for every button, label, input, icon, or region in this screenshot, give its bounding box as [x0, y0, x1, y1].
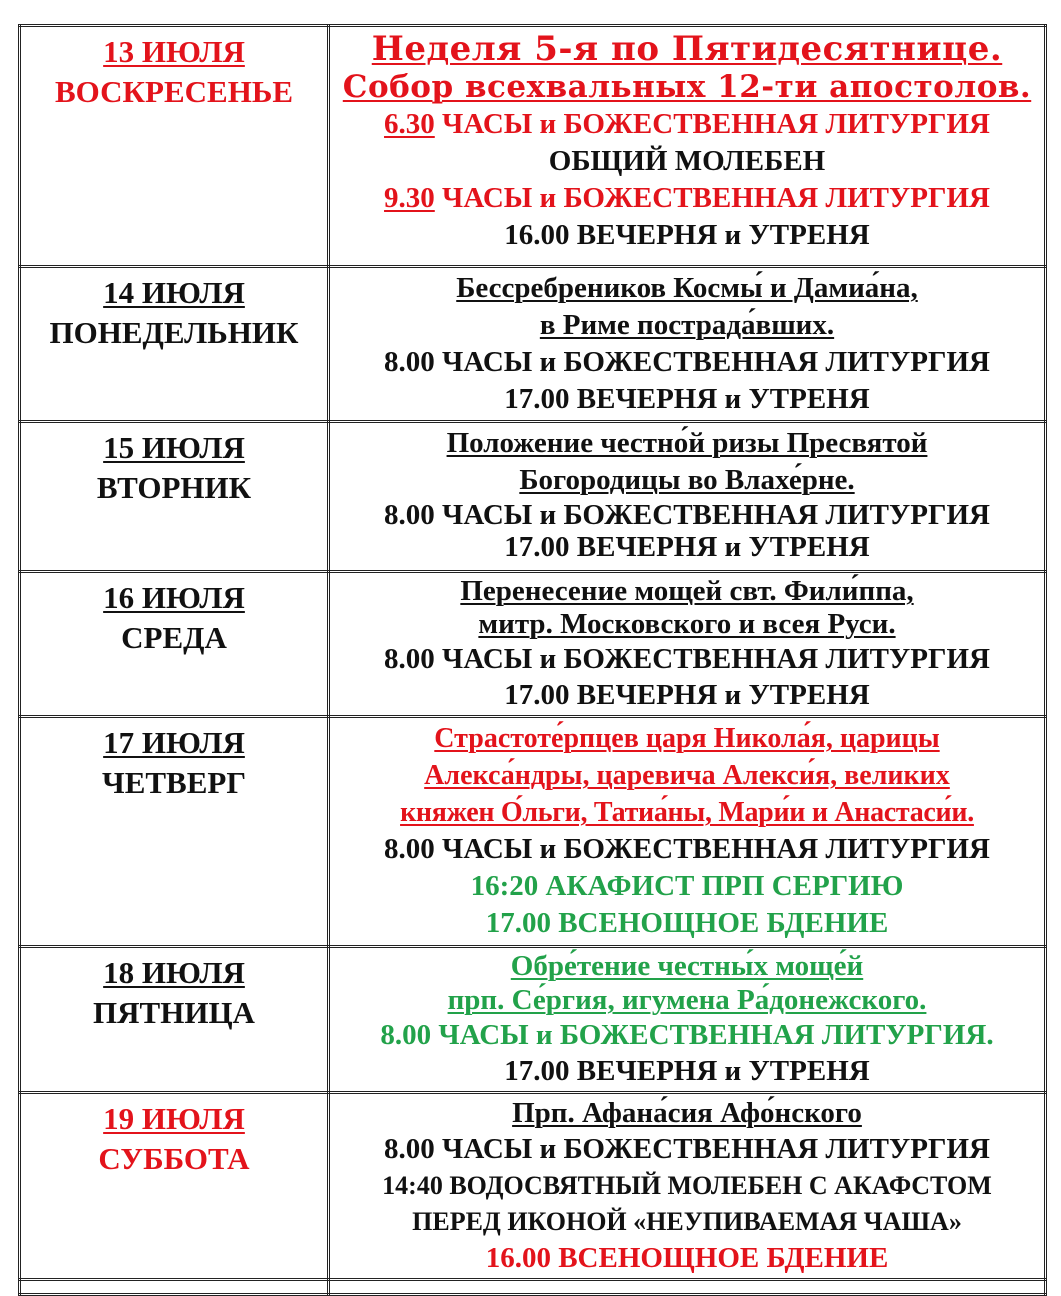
day-date: 13 ИЮЛЯ [103, 34, 245, 69]
day-weekday: СРЕДА [121, 620, 227, 655]
table-row [20, 26, 1046, 267]
service-line: 8.00 ЧАСЫ и БОЖЕСТВЕННАЯ ЛИТУРГИЯ. [380, 1019, 994, 1051]
day-weekday: ПЯТНИЦА [93, 995, 255, 1030]
day-date: 15 ИЮЛЯ [103, 430, 245, 465]
event-cell-14 [329, 267, 1046, 422]
service-line: ОБЩИЙ МОЛЕБЕН [548, 145, 826, 177]
schedule-table [18, 24, 1047, 1296]
day-weekday: ВТОРНИК [96, 470, 252, 505]
feast-title-line-2: в Риме пострада́вших. [539, 309, 835, 341]
day-date: 17 ИЮЛЯ [103, 725, 245, 760]
service-line: 8.00 ЧАСЫ и БОЖЕСТВЕННАЯ ЛИТУРГИЯ [384, 499, 990, 531]
feast-title-line-1: Обре́тение честны́х моще́й [510, 950, 864, 982]
day-date: 19 ИЮЛЯ [103, 1101, 245, 1136]
feast-title-line-2: Собор всехвальных 12-ти апостолов. [342, 69, 1032, 105]
service-line [330, 180, 1044, 217]
feast-title-line-1: Перенесение мощей свт. Фили́ппа, [460, 575, 914, 607]
feast-title-line-2: Алекса́ндры, царевича Алекси́я, великих [424, 760, 950, 791]
day-weekday: ПОНЕДЕЛЬНИК [49, 315, 299, 350]
service-line: 8.00 ЧАСЫ и БОЖЕСТВЕННАЯ ЛИТУРГИЯ [384, 643, 990, 675]
day-weekday: СУББОТА [98, 1141, 250, 1176]
service-line: 16.00 ВЕЧЕРНЯ и УТРЕНЯ [504, 219, 870, 251]
service-line [330, 106, 1044, 143]
service-line: 16.00 ВСЕНОЩНОЕ БДЕНИЕ [485, 1242, 889, 1274]
schedule-sheet [18, 24, 1047, 1296]
event-cell-13 [329, 26, 1046, 267]
event-cell-18 [329, 947, 1046, 1093]
event-cell-17 [329, 717, 1046, 947]
feast-title-line-2: митр. Московского и всея Руси. [478, 608, 896, 640]
service-line: 17.00 ВЕЧЕРНЯ и УТРЕНЯ [504, 383, 870, 415]
table-row [20, 717, 1046, 947]
day-weekday: ЧЕТВЕРГ [101, 765, 247, 800]
event-cell-16 [329, 572, 1046, 717]
feast-title-line-1: Бессребреников Космы́ и Дамиа́на, [456, 272, 918, 304]
day-cell-16 [20, 572, 329, 717]
day-weekday: ВОСКРЕСЕНЬЕ [55, 74, 293, 109]
day-cell-15 [20, 422, 329, 572]
event-cell-19 [329, 1093, 1046, 1280]
table-row [20, 1093, 1046, 1280]
feast-title-line-1: Прп. Афана́сия Афо́нского [512, 1097, 862, 1129]
table-row [20, 422, 1046, 572]
table-row [20, 947, 1046, 1093]
service-line: 17.00 ВЕЧЕРНЯ и УТРЕНЯ [504, 531, 870, 563]
service-line: 14:40 ВОДОСВЯТНЫЙ МОЛЕБЕН С АКАФСТОМ [382, 1171, 992, 1200]
service-time: 9.30 [384, 182, 435, 214]
day-cell-17 [20, 717, 329, 947]
day-cell-18 [20, 947, 329, 1093]
event-cell-partial [329, 1280, 1046, 1295]
table-row [20, 1280, 1046, 1295]
day-date: 18 ИЮЛЯ [103, 955, 245, 990]
day-cell-19 [20, 1093, 329, 1280]
table-row [20, 267, 1046, 422]
service-line: ПЕРЕД ИКОНОЙ «НЕУПИВАЕМАЯ ЧАША» [412, 1207, 962, 1236]
event-cell-15 [329, 422, 1046, 572]
day-date: 16 ИЮЛЯ [103, 580, 245, 615]
day-cell-13 [20, 26, 329, 267]
feast-title-line-3: княжен О́льги, Татиа́ны, Мари́и и Анастаси́и. [400, 797, 974, 828]
service-line: 8.00 ЧАСЫ и БОЖЕСТВЕННАЯ ЛИТУРГИЯ [384, 833, 990, 865]
feast-title-line-1: Положение честно́й ризы Пресвятой [446, 427, 928, 459]
service-text: ЧАСЫ и БОЖЕСТВЕННАЯ ЛИТУРГИЯ [442, 182, 990, 214]
service-line: 17.00 ВСЕНОЩНОЕ БДЕНИЕ [485, 907, 889, 939]
day-cell-14 [20, 267, 329, 422]
service-line: 17.00 ВЕЧЕРНЯ и УТРЕНЯ [504, 679, 870, 711]
day-cell-partial [20, 1280, 329, 1295]
service-text: ЧАСЫ и БОЖЕСТВЕННАЯ ЛИТУРГИЯ [442, 108, 990, 140]
day-date: 14 ИЮЛЯ [103, 275, 245, 310]
feast-title-line-2: Богородицы во Влахе́рне. [519, 464, 855, 496]
feast-title-line-2: прп. Се́ргия, игумена Ра́донежского. [447, 984, 927, 1016]
table-row [20, 572, 1046, 717]
feast-title-line-1: Неделя 5-я по Пятидесятнице. [371, 29, 1003, 69]
service-time: 6.30 [384, 108, 435, 140]
service-line: 8.00 ЧАСЫ и БОЖЕСТВЕННАЯ ЛИТУРГИЯ [384, 346, 990, 378]
service-line: 8.00 ЧАСЫ и БОЖЕСТВЕННАЯ ЛИТУРГИЯ [384, 1133, 990, 1165]
service-line: 16:20 АКАФИСТ ПРП СЕРГИЮ [470, 870, 904, 902]
feast-title-line-1: Страстоте́рпцев царя Никола́я, царицы [434, 723, 940, 754]
service-line: 17.00 ВЕЧЕРНЯ и УТРЕНЯ [504, 1055, 870, 1087]
